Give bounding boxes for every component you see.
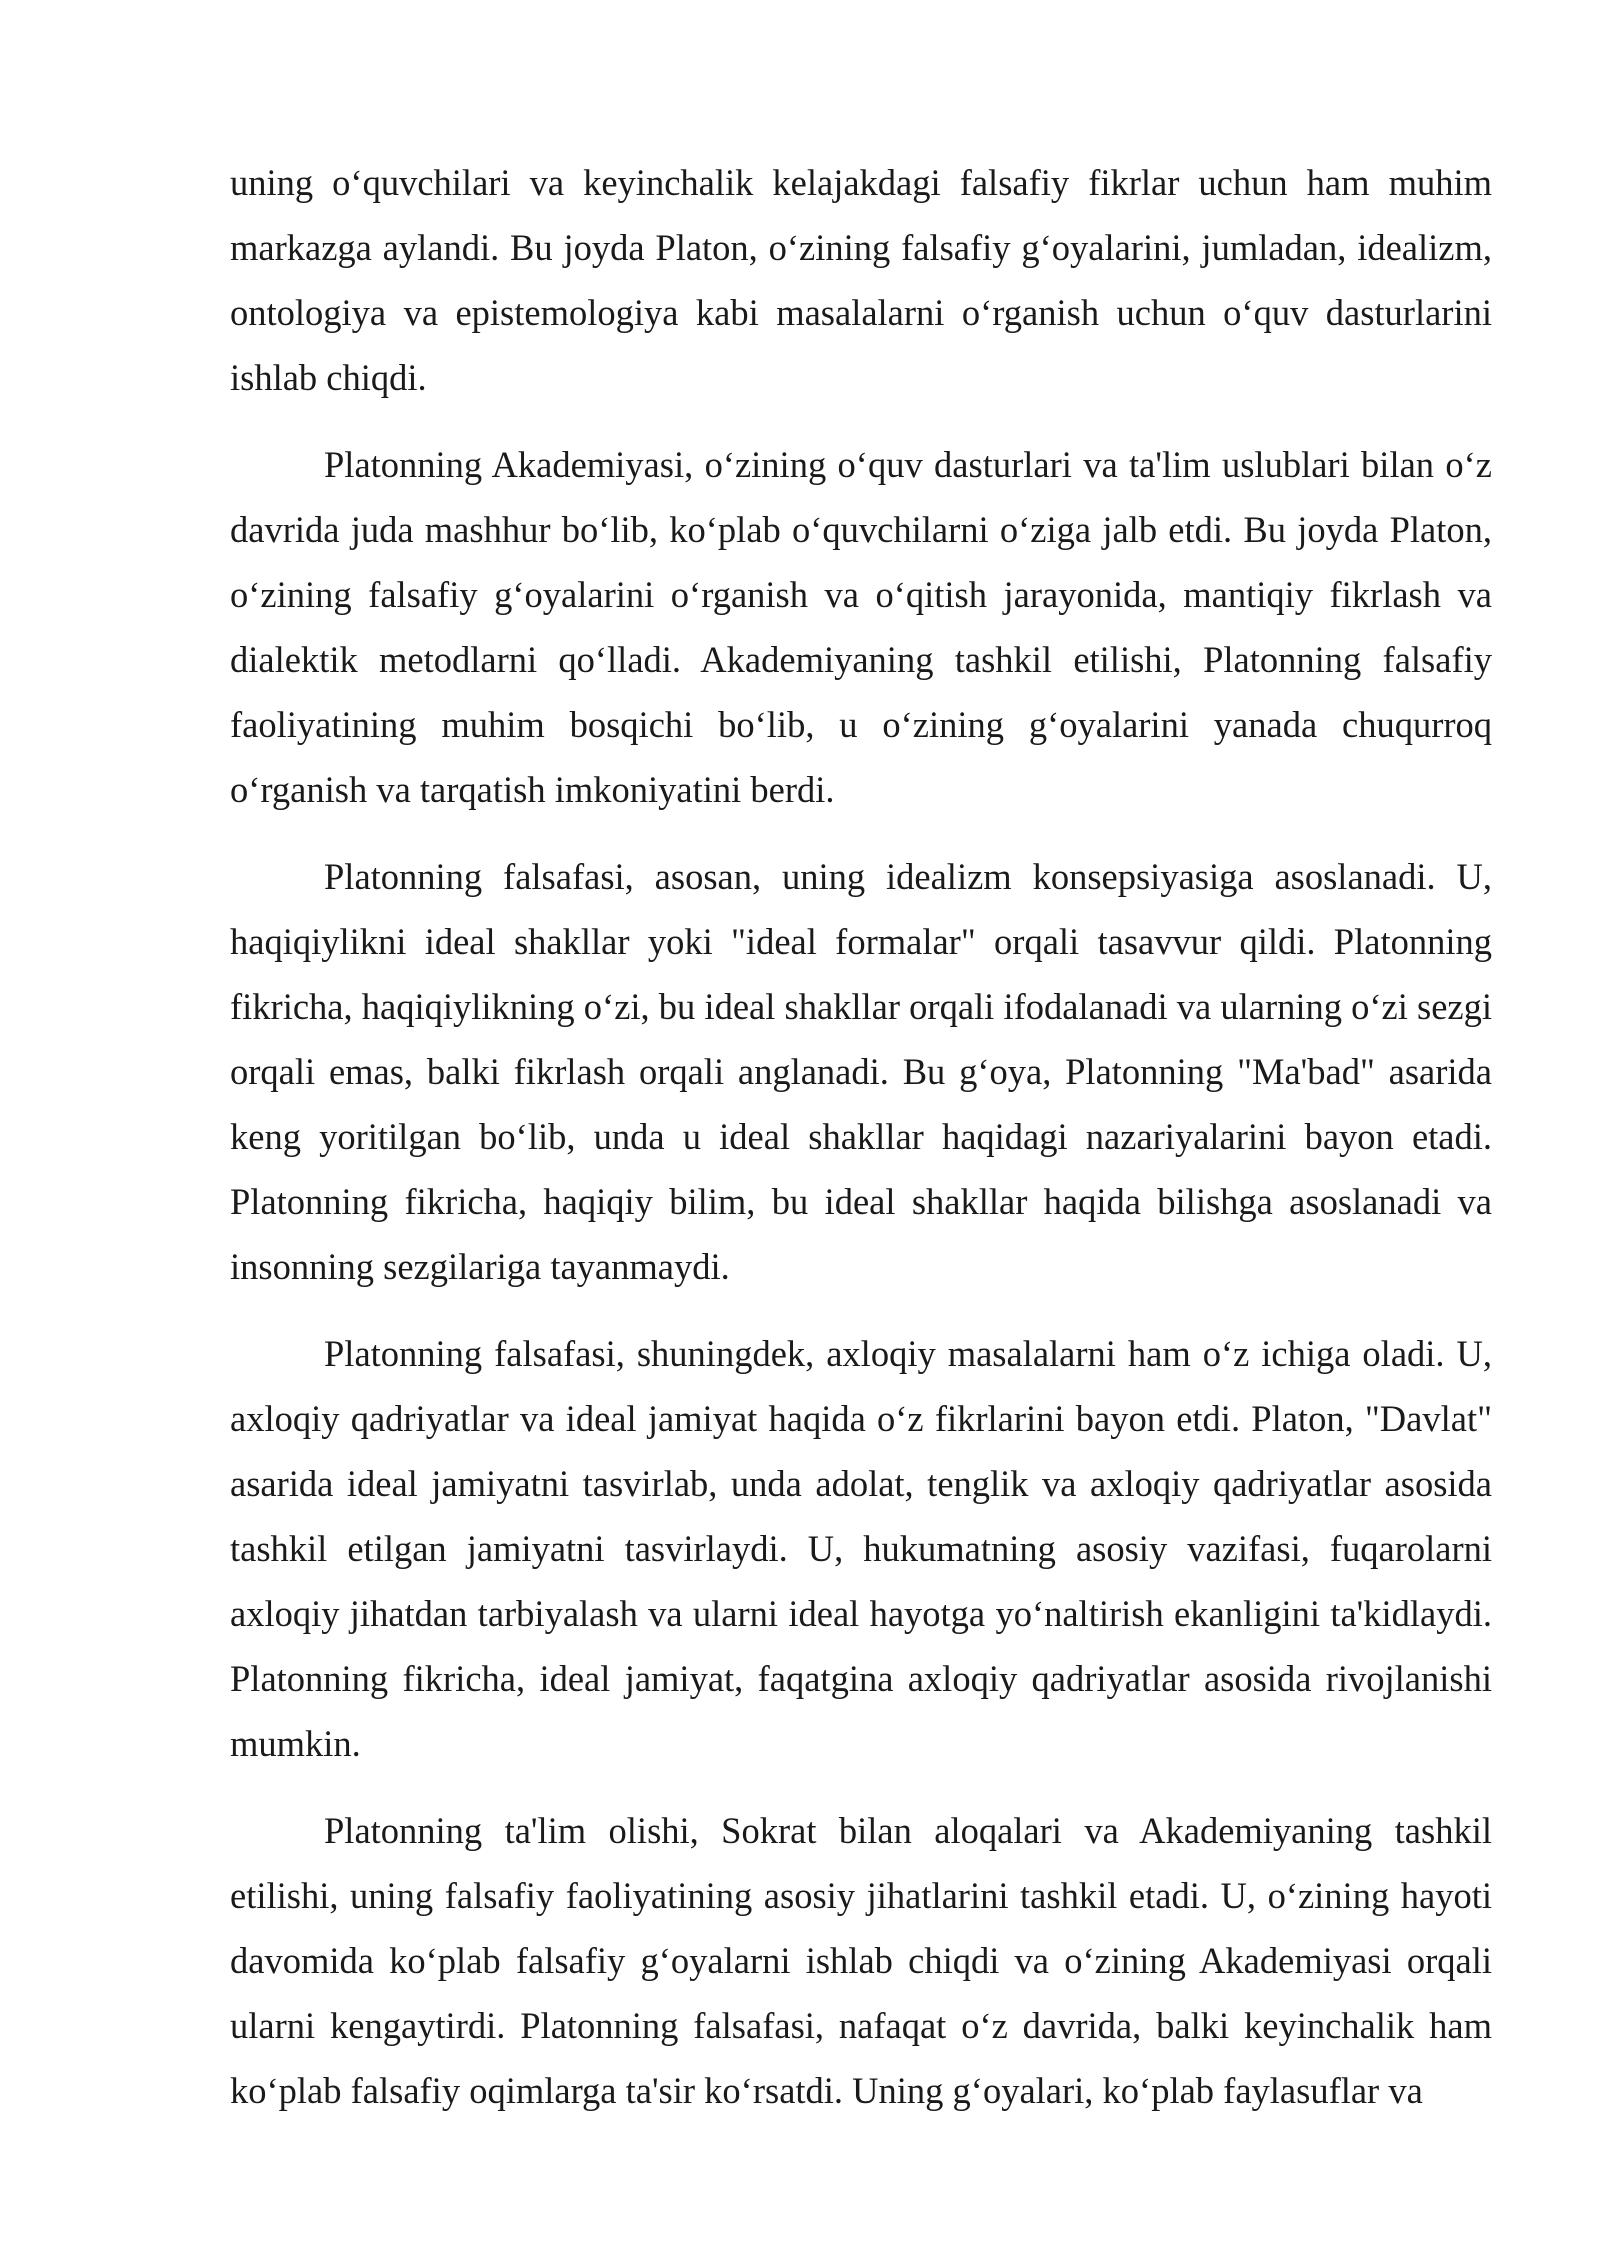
paragraph-ethics: Platonning falsafasi, shuningdek, axloqiy masalalarni ham o‘z ichiga oladi. U, axloqiy qadriyatlar va ideal jamiyat haqida o‘z fikrlarini bayon etdi. Platon, "Davlat" asarida ideal jamiyatni tasvirlab, unda adolat, tenglik va axloqiy qadriyatlar asosida tashkil etilgan jamiyatni tasvirlaydi. U, hukumatning asosiy vazifasi, fuqarolarni axloqiy jihatdan tarbiyalash va ularni ideal hayotga yo‘naltirish ekanligini ta'kidlaydi. Platonning fikricha, ideal jamiyat, faqatgina axloqiy qadriyatlar asosida rivojlanishi mumkin. (230, 1333, 1492, 1764)
paragraph-continued: uning o‘quvchilari va keyinchalik kelajakdagi falsafiy fikrlar uchun ham muhim markazga aylandi. Bu joyda Platon, o‘zining falsafiy g‘oyalarini, jumladan, idealizm, ontologiya va epistemologiya kabi masalalarni o‘rganish uchun o‘quv dasturlarini ishlab chiqdi. (230, 162, 1492, 398)
document-body (230, 150, 1492, 2145)
paragraph-idealism: Platonning falsafasi, asosan, uning idealizm konsepsiyasiga asoslanadi. U, haqiqiylikni ideal shakllar yoki "ideal formalar" orqali tasavvur qildi. Platonning fikricha, haqiqiylikning o‘zi, bu ideal shakllar orqali ifodalanadi va ularning o‘zi sezgi orqali emas, balki fikrlash orqali anglanadi. Bu g‘oya, Platonning "Ma'bad" asarida keng yoritilgan bo‘lib, unda u ideal shakllar haqidagi nazariyalarini bayon etadi. Platonning fikricha, haqiqiy bilim, bu ideal shakllar haqida bilishga asoslanadi va insonning sezgilariga tayanmaydi. (230, 856, 1492, 1287)
paragraph-education: Platonning ta'lim olishi, Sokrat bilan aloqalari va Akademiyaning tashkil etilishi, uning falsafiy faoliyatining asosiy jihatlarini tashkil etadi. U, o‘zining hayoti davomida ko‘plab falsafiy g‘oyalarni ishlab chiqdi va o‘zining Akademiyasi orqali ularni kengaytirdi. Platonning falsafasi, nafaqat o‘z davrida, balki keyinchalik ham ko‘plab falsafiy oqimlarga ta'sir ko‘rsatdi. Uning g‘oyalari, ko‘plab faylasuflar va (230, 1810, 1492, 2111)
paragraph-academy: Platonning Akademiyasi, o‘zining o‘quv dasturlari va ta'lim uslublari bilan o‘z davrida juda mashhur bo‘lib, ko‘plab o‘quvchilarni o‘ziga jalb etdi. Bu joyda Platon, o‘zining falsafiy g‘oyalarini o‘rganish va o‘qitish jarayonida, mantiqiy fikrlash va dialektik metodlarni qo‘lladi. Akademiyaning tashkil etilishi, Platonning falsafiy faoliyatining muhim bosqichi bo‘lib, u o‘zining g‘oyalarini yanada chuqurroq o‘rganish va tarqatish imkoniyatini berdi. (230, 444, 1492, 810)
